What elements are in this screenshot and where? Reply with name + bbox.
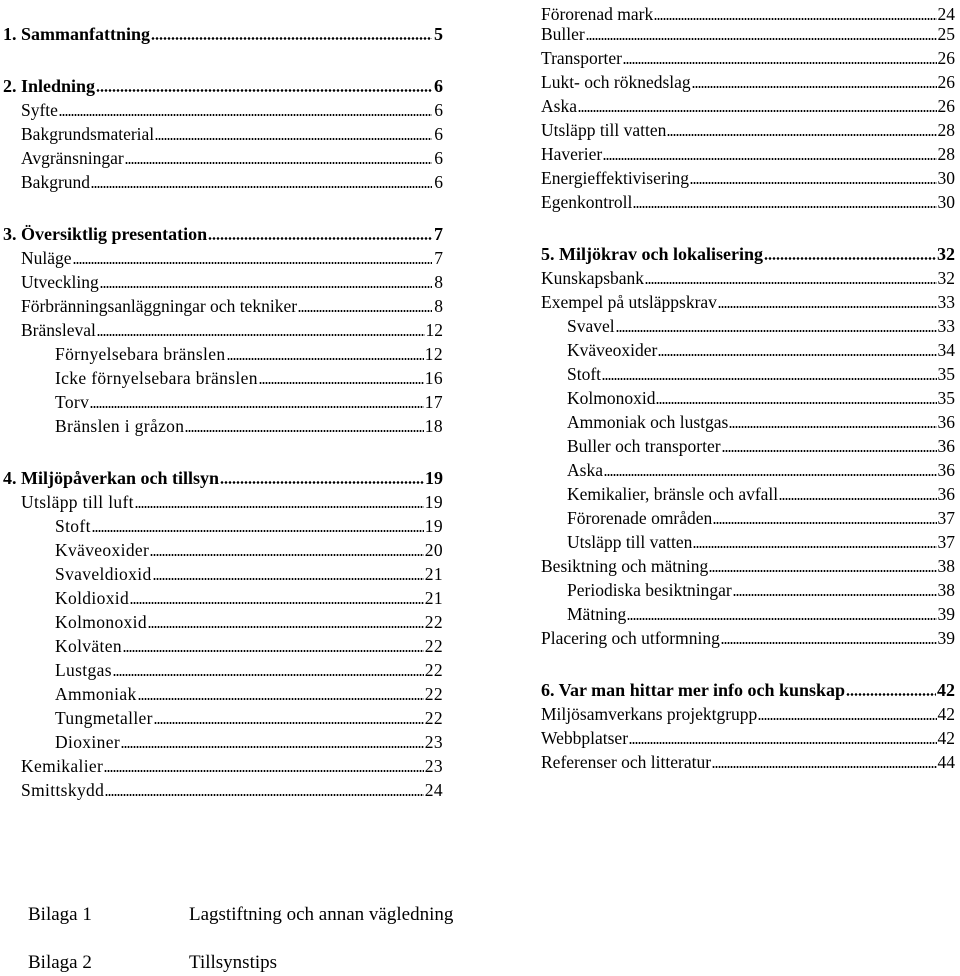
toc-page-number: 32 [937, 244, 955, 264]
toc-page-number: 8 [434, 296, 443, 316]
dot-leader [153, 578, 424, 580]
dot-leader [713, 522, 936, 524]
toc-entry-title: Aska [541, 96, 577, 116]
toc-entry[interactable] [3, 704, 443, 728]
toc-entry[interactable] [3, 340, 443, 364]
toc-entry-title: 5. Miljökrav och lokalisering [541, 244, 763, 264]
toc-entry-title: Kolväten [55, 636, 122, 656]
toc-entry-title: Kolmonoxid [567, 388, 656, 408]
toc-entry-title: 2. Inledning [3, 76, 96, 96]
toc-page-number: 30 [937, 168, 955, 188]
dot-leader [105, 794, 424, 796]
toc-entry-title: Transporter [541, 48, 623, 68]
toc-page-number: 36 [937, 412, 955, 432]
toc-entry[interactable] [541, 408, 955, 432]
toc-entry-title: Haverier [541, 144, 603, 164]
toc-page-number: 33 [937, 292, 955, 312]
toc-entry-title: Lukt- och röknedslag [541, 72, 691, 92]
dot-leader [733, 594, 937, 596]
toc-entry[interactable] [3, 316, 443, 340]
toc-page-number: 16 [424, 368, 443, 388]
dot-leader [712, 766, 936, 768]
toc-entry-title: Miljösamverkans projektgrupp [541, 704, 758, 724]
appendix-title: Lagstiftning och annan vägledning [189, 904, 454, 925]
dot-leader [125, 162, 432, 164]
toc-entry[interactable] [3, 268, 443, 292]
toc-entry[interactable] [541, 336, 955, 360]
toc-entry-title: Buller [541, 24, 585, 44]
toc-entry-title: Ammoniak och lustgas [567, 412, 729, 432]
dot-leader [151, 37, 432, 40]
toc-section-heading[interactable] [3, 220, 443, 244]
dot-leader [97, 334, 425, 336]
toc-page-number: 35 [937, 388, 955, 408]
toc-entry-title: Referenser och litteratur [541, 752, 712, 772]
dot-leader [690, 182, 936, 184]
toc-page-number: 24 [424, 780, 443, 800]
toc-entry-title: Förorenade områden [567, 508, 713, 528]
toc-entry[interactable] [3, 776, 443, 800]
dot-leader [123, 650, 424, 652]
toc-entry[interactable] [3, 388, 443, 412]
toc-entry[interactable] [541, 700, 955, 724]
dot-leader [578, 110, 937, 112]
toc-entry-title: Smittskydd [21, 780, 105, 800]
toc-page-number: 34 [937, 340, 955, 360]
toc-entry[interactable] [3, 752, 443, 776]
toc-entry[interactable] [3, 412, 443, 436]
toc-entry-title: Bakgrund [21, 172, 91, 192]
toc-entry[interactable] [3, 144, 443, 168]
dot-leader [692, 86, 937, 88]
toc-entry-title: Koldioxid [55, 588, 130, 608]
toc-entry-title: Bränsleval [21, 320, 96, 340]
toc-entry[interactable] [541, 384, 955, 408]
toc-page-number: 5 [434, 24, 443, 44]
toc-entry-title: Kolmonoxid [55, 612, 147, 632]
dot-leader [155, 138, 432, 140]
toc-page-number: 23 [424, 756, 443, 776]
toc-entry-title: Bränslen i gråzon [55, 416, 185, 436]
toc-section-heading[interactable] [3, 20, 443, 44]
dot-leader [259, 382, 424, 384]
toc-entry[interactable] [541, 748, 955, 772]
toc-entry[interactable] [3, 536, 443, 560]
toc-page-number: 44 [937, 752, 955, 772]
toc-entry[interactable] [541, 456, 955, 480]
dot-leader [623, 62, 936, 64]
toc-entry-title: Buller och transporter [567, 436, 721, 456]
toc-page-number: 21 [424, 564, 443, 584]
toc-entry-title: Nuläge [21, 248, 72, 268]
dot-leader [627, 618, 936, 620]
toc-page-number: 42 [937, 704, 955, 724]
toc-entry[interactable] [3, 168, 443, 192]
toc-entry[interactable] [541, 360, 955, 384]
dot-leader [633, 206, 936, 208]
toc-entry[interactable] [541, 264, 955, 288]
toc-page-number: 35 [937, 364, 955, 384]
toc-entry[interactable] [3, 488, 443, 512]
dot-leader [603, 158, 936, 160]
toc-entry-title: Förnyelsebara bränslen [55, 344, 226, 364]
toc-page-number: 25 [937, 24, 955, 44]
toc-entry-title: Kemikalier, bränsle och avfall [567, 484, 779, 504]
dot-leader [693, 546, 936, 548]
toc-entry-title: Förorenad mark [541, 4, 654, 24]
toc-entry-title: Energieffektivisering [541, 168, 690, 188]
dot-leader [298, 310, 432, 312]
dot-leader [104, 770, 424, 772]
dot-leader [846, 693, 936, 696]
toc-page-number: 39 [937, 628, 955, 648]
toc-entry-title: Förbränningsanläggningar och tekniker [21, 296, 298, 316]
toc-entry-title: Kemikalier [21, 756, 104, 776]
toc-entry-title: Utsläpp till vatten [567, 532, 693, 552]
toc-entry[interactable] [541, 116, 955, 140]
toc-section-heading[interactable] [3, 72, 443, 96]
toc-entry-title: Kunskapsbank [541, 268, 645, 288]
dot-leader [208, 237, 432, 240]
toc-page-number: 33 [937, 316, 955, 336]
dot-leader [629, 742, 936, 744]
toc-page-number: 22 [424, 708, 443, 728]
toc-entry-title: Tungmetaller [55, 708, 153, 728]
dot-leader [73, 262, 432, 264]
toc-section-heading[interactable] [3, 464, 443, 488]
dot-leader [130, 602, 424, 604]
toc-entry-title: Stoft [55, 516, 91, 536]
dot-leader [656, 402, 936, 404]
toc-page-number: 26 [937, 48, 955, 68]
toc-entry-title: Periodiska besiktningar [567, 580, 732, 600]
dot-leader [758, 718, 936, 720]
toc-entry[interactable] [541, 92, 955, 116]
toc-entry-title: Svaveldioxid [55, 564, 152, 584]
toc-entry[interactable] [541, 140, 955, 164]
toc-page-number: 24 [937, 4, 955, 24]
toc-page-number: 42 [937, 728, 955, 748]
toc-page-number: 20 [424, 540, 443, 560]
toc-entry[interactable] [541, 188, 955, 212]
toc-entry[interactable] [3, 244, 443, 268]
toc-entry-title: Besiktning och mätning [541, 556, 709, 576]
toc-entry[interactable] [3, 96, 443, 120]
toc-page-number: 36 [937, 460, 955, 480]
toc-entry[interactable] [3, 584, 443, 608]
dot-leader [602, 378, 936, 380]
appendix-label: Bilaga 2 [28, 952, 92, 973]
toc-entry-title: Webbplatser [541, 728, 629, 748]
toc-entry-title: Avgränsningar [21, 148, 124, 168]
toc-entry[interactable] [541, 528, 955, 552]
toc-page-number: 22 [424, 684, 443, 704]
appendix-label: Bilaga 1 [28, 904, 92, 925]
dot-leader [90, 406, 424, 408]
toc-entry[interactable] [541, 504, 955, 528]
toc-page-number: 22 [424, 612, 443, 632]
toc-page-number: 7 [434, 224, 443, 244]
toc-entry-title: Aska [567, 460, 603, 480]
toc-page-number: 19 [424, 492, 443, 512]
toc-entry[interactable] [541, 20, 955, 44]
dot-leader [92, 530, 424, 532]
toc-page-number: 6 [434, 100, 443, 120]
dot-leader [121, 746, 424, 748]
toc-entry-title: 3. Översiktlig presentation [3, 224, 208, 244]
dot-leader [779, 498, 936, 500]
dot-leader [729, 426, 936, 428]
dot-leader [616, 330, 937, 332]
toc-entry[interactable] [541, 552, 955, 576]
dot-leader [96, 89, 432, 92]
toc-page-number: 6 [434, 76, 443, 96]
toc-page-number: 12 [424, 344, 443, 364]
toc-entry[interactable] [3, 680, 443, 704]
toc-page-number: 22 [424, 636, 443, 656]
toc-entry-title: Utsläpp till vatten [541, 120, 667, 140]
toc-entry[interactable] [3, 512, 443, 536]
toc-entry-title: Mätning [567, 604, 627, 624]
toc-entry[interactable] [541, 432, 955, 456]
toc-page-number: 30 [937, 192, 955, 212]
toc-page-number: 42 [937, 680, 955, 700]
toc-page-number: 22 [424, 660, 443, 680]
toc-entry-title: Torv [55, 392, 90, 412]
toc-entry[interactable] [3, 292, 443, 316]
toc-entry-title: Exempel på utsläppskrav [541, 292, 717, 312]
toc-page-number: 37 [937, 508, 955, 528]
dot-leader [586, 38, 937, 40]
toc-entry[interactable] [541, 288, 955, 312]
toc-page-number: 21 [424, 588, 443, 608]
toc-page-number: 17 [424, 392, 443, 412]
dot-leader [148, 626, 424, 628]
toc-entry-title: Bakgrundsmaterial [21, 124, 155, 144]
toc-page-number: 6 [434, 124, 443, 144]
toc-entry-title: 4. Miljöpåverkan och tillsyn [3, 468, 220, 488]
toc-entry[interactable] [3, 364, 443, 388]
toc-entry[interactable] [541, 44, 955, 68]
toc-entry-title: Svavel [567, 316, 615, 336]
toc-entry-title: Placering och utformning [541, 628, 720, 648]
toc-entry[interactable] [541, 480, 955, 504]
toc-page-number: 36 [937, 484, 955, 504]
dot-leader [135, 506, 424, 508]
toc-page-number: 37 [937, 532, 955, 552]
toc-page-number: 7 [434, 248, 443, 268]
toc-page-number: 32 [937, 268, 955, 288]
dot-leader [91, 186, 432, 188]
toc-entry-title: Utveckling [21, 272, 99, 292]
appendix-title: Tillsynstips [189, 952, 278, 973]
toc-page-number: 26 [937, 72, 955, 92]
toc-entry-title: Icke förnyelsebara bränslen [55, 368, 258, 388]
dot-leader [138, 698, 424, 700]
dot-leader [100, 286, 432, 288]
toc-page-number: 38 [937, 580, 955, 600]
toc-page-number: 26 [937, 96, 955, 116]
dot-leader [185, 430, 423, 432]
toc-page-number: 19 [425, 468, 443, 488]
dot-leader [113, 674, 424, 676]
toc-entry[interactable] [541, 600, 955, 624]
toc-entry[interactable] [3, 120, 443, 144]
dot-leader [227, 358, 424, 360]
toc-entry[interactable] [3, 560, 443, 584]
dot-leader [59, 114, 432, 116]
toc-entry[interactable] [541, 576, 955, 600]
toc-entry-title: Kväveoxider [55, 540, 150, 560]
toc-page-number: 18 [424, 416, 443, 436]
toc-page-number: 28 [937, 144, 955, 164]
dot-leader [154, 722, 424, 724]
toc-entry[interactable] [541, 164, 955, 188]
toc-page-number: 19 [424, 516, 443, 536]
dot-leader [658, 354, 936, 356]
dot-leader [645, 282, 936, 284]
dot-leader [709, 570, 936, 572]
toc-entry[interactable] [541, 624, 955, 648]
toc-entry[interactable] [3, 632, 443, 656]
toc-entry-title: 1. Sammanfattning [3, 24, 151, 44]
dot-leader [764, 257, 936, 260]
toc-page-number: 38 [937, 556, 955, 576]
toc-entry[interactable] [3, 656, 443, 680]
toc-page-number: 23 [424, 732, 443, 752]
dot-leader [718, 306, 937, 308]
toc-entry-title: Ammoniak [55, 684, 137, 704]
toc-entry-title: Lustgas [55, 660, 112, 680]
toc-page-number: 36 [937, 436, 955, 456]
toc-entry-title: Dioxiner [55, 732, 121, 752]
toc-page-number: 8 [434, 272, 443, 292]
toc-entry[interactable] [3, 608, 443, 632]
toc-entry-title: 6. Var man hittar mer info och kunskap [541, 680, 846, 700]
toc-section-heading[interactable] [541, 676, 955, 700]
toc-entry-title: Stoft [567, 364, 602, 384]
dot-leader [667, 134, 936, 136]
toc-section-heading[interactable] [541, 240, 955, 264]
dot-leader [150, 554, 424, 556]
toc-entry-title: Egenkontroll [541, 192, 633, 212]
toc-page-number: 28 [937, 120, 955, 140]
toc-entry[interactable] [541, 724, 955, 748]
toc-page-number: 12 [425, 320, 443, 340]
dot-leader [722, 450, 937, 452]
toc-entry-title: Kväveoxider [567, 340, 658, 360]
toc-entry[interactable] [541, 312, 955, 336]
toc-entry-title: Utsläpp till luft [21, 492, 134, 512]
dot-leader [721, 642, 937, 644]
toc-page-number: 39 [937, 604, 955, 624]
dot-leader [220, 481, 424, 484]
toc-page-number: 6 [434, 172, 443, 192]
toc-page-number: 6 [434, 148, 443, 168]
toc-entry[interactable] [541, 68, 955, 92]
dot-leader [604, 474, 937, 476]
toc-entry-title: Syfte [21, 100, 58, 120]
toc-entry[interactable] [3, 728, 443, 752]
